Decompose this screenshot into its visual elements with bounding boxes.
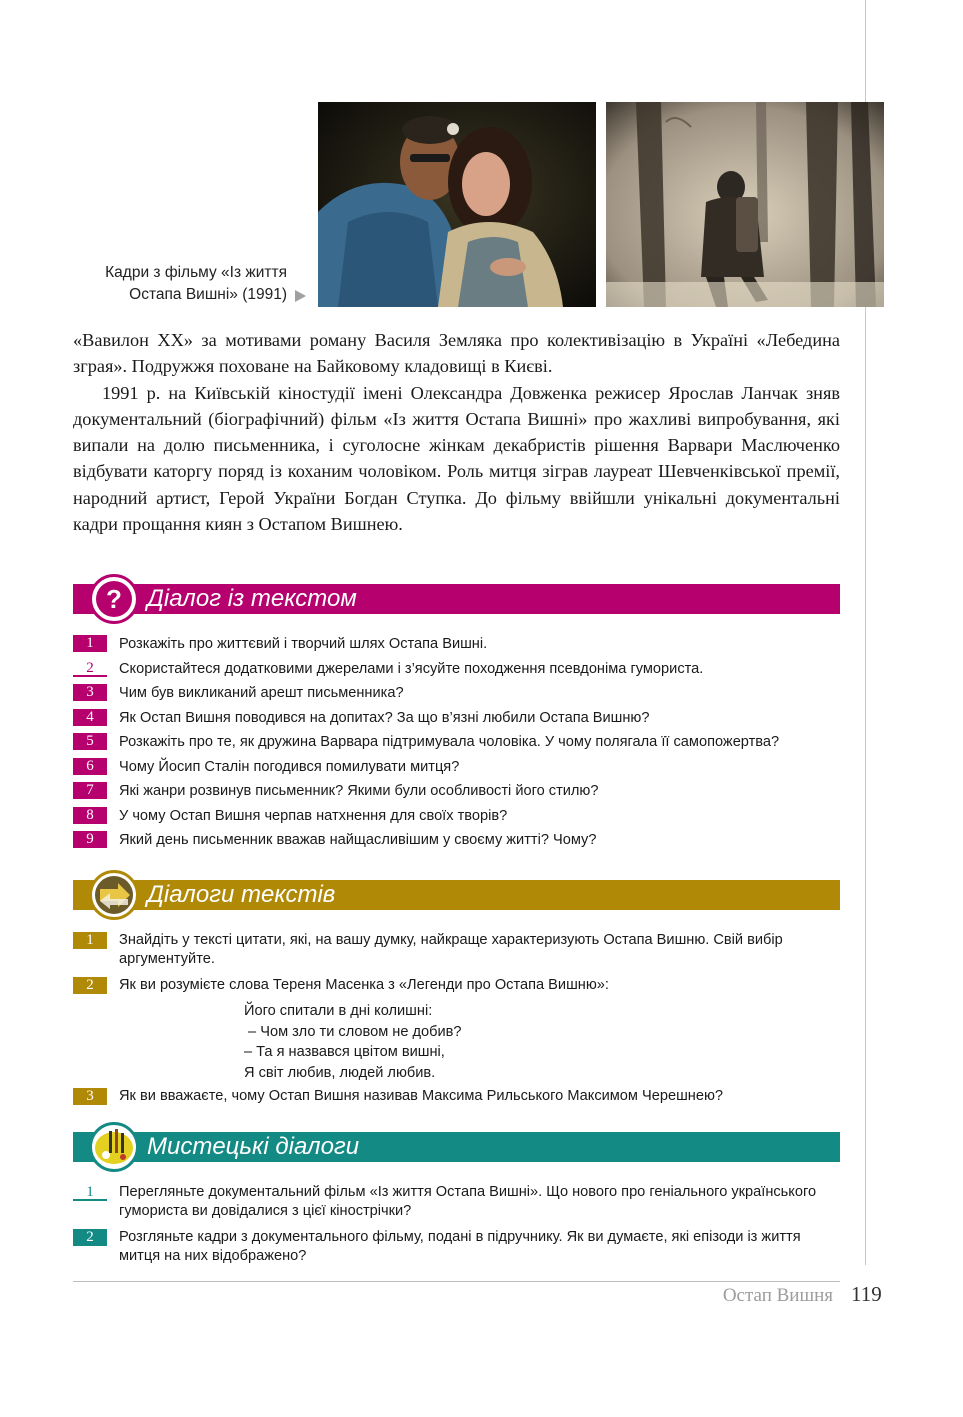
list-item bbox=[73, 830, 840, 855]
list-item bbox=[73, 806, 840, 831]
list-item bbox=[73, 757, 840, 782]
item-number: 3 bbox=[73, 684, 107, 701]
item-number: 2 bbox=[73, 977, 107, 994]
poem-quote bbox=[244, 1001, 462, 1083]
poem-line: Його спитали в дні колишні: bbox=[244, 1003, 433, 1019]
list-item bbox=[73, 732, 840, 757]
poem-line: Я світ любив, людей любив. bbox=[244, 1064, 436, 1081]
section-header-dialog-text bbox=[73, 584, 840, 614]
item-number: 1 bbox=[73, 932, 107, 949]
item-number: 6 bbox=[73, 758, 107, 775]
film-still-couple bbox=[318, 102, 596, 307]
item-text: Як ви розумієте слова Тереня Масенка з «Легенди про Остапа Вишню»: bbox=[119, 977, 609, 993]
item-number: 5 bbox=[73, 733, 107, 750]
question-icon bbox=[89, 574, 139, 624]
caption-line-2: Остапа Вишні» (1991) bbox=[129, 286, 287, 303]
list-item bbox=[73, 1183, 840, 1228]
footer-divider bbox=[73, 1281, 840, 1282]
poem-line: – Та я назвався цвітом вишні, bbox=[244, 1044, 445, 1060]
item-number: 4 bbox=[73, 709, 107, 726]
item-number: 3 bbox=[73, 1088, 107, 1105]
caption-arrow-icon bbox=[295, 290, 306, 302]
item-text: Чому Йосип Сталін погодився помилувати митця? bbox=[119, 758, 460, 775]
list-item bbox=[73, 931, 840, 976]
section-header-art-dialogs bbox=[73, 1132, 840, 1162]
item-number: 1 bbox=[73, 635, 107, 652]
item-text: Як ви вважаєте, чому Остап Вишня називав Максима Рильського Максимом Черешнею? bbox=[119, 1088, 724, 1104]
question-list-3 bbox=[73, 1183, 840, 1266]
item-text: Чим був викликаний арешт письменника? bbox=[119, 685, 404, 701]
svg-text:?: ? bbox=[106, 584, 122, 614]
section-title: Діалоги текстів bbox=[147, 881, 336, 908]
poem-line: – Чом зло ти словом не добив? bbox=[244, 1023, 462, 1040]
list-item bbox=[73, 708, 840, 733]
item-number: 2 bbox=[73, 1229, 107, 1246]
film-still-forest bbox=[606, 102, 884, 307]
item-text: Перегляньте документальний фільм «Із життя Остапа Вишні». Що нового про геніального українського гумориста ви довідалися з цієї кінострічки? bbox=[119, 1184, 817, 1219]
main-text bbox=[73, 327, 840, 537]
list-item bbox=[73, 659, 840, 684]
item-text: Розкажіть про життєвий і творчий шлях Остапа Вишні. bbox=[119, 636, 488, 652]
item-text: Як Остап Вишня поводився на допитах? За що в’язні любили Остапа Вишню? bbox=[119, 709, 650, 726]
item-text: Розгляньте кадри з документального фільму, подані в підручнику. Як ви думаєте, які епізоди із життя митця на них відображено? bbox=[119, 1229, 801, 1264]
item-text: Скористайтеся додатковими джерелами і з’ясуйте походження псевдоніма гумориста. bbox=[119, 660, 704, 677]
item-number: 2 bbox=[73, 660, 107, 677]
section-header-dialogs-texts bbox=[73, 880, 840, 910]
arrows-icon bbox=[89, 870, 139, 920]
list-item bbox=[73, 1228, 840, 1266]
paragraph-2: 1991 р. на Київській кіностудії імені Олександра Довженка режисер Ярослав Ланчак зняв документальний (біографічний) фільм «Із життя Остапа Вишні» про жахливі випробування, які випали на долю письменника, і суголосне жінкам декабристів рішення Варвари Маслюченко відбувати каторгу поряд із коханим чоловіком. Роль митця зіграв лауреат Шевченківської премії, народний артист, Герой України Богдан Ступка. До фільму ввійшли унікальні документальні кадри прощання киян з Остапом Вишнею. bbox=[73, 382, 840, 535]
caption-line-1: Кадри з фільму «Із життя bbox=[105, 264, 287, 281]
item-text: Який день письменник вважав найщасливішим у своєму житті? Чому? bbox=[119, 832, 597, 848]
item-number: 1 bbox=[73, 1184, 107, 1201]
section-title: Діалог із текстом bbox=[147, 585, 357, 612]
paragraph-1: «Вавилон ХХ» за мотивами роману Василя Земляка про колективізацію в Україні «Лебедина зграя». Подружжя поховане на Байковому кладовищі в Києві. bbox=[73, 330, 840, 377]
item-text: Розкажіть про те, як дружина Варвара підтримувала чоловіка. У чому полягала її самопожертва? bbox=[119, 734, 780, 750]
list-item bbox=[73, 683, 840, 708]
item-text: Які жанри розвинув письменник? Якими були особливості його стилю? bbox=[119, 783, 599, 799]
section-title: Мистецькі діалоги bbox=[147, 1133, 360, 1160]
item-number: 8 bbox=[73, 807, 107, 824]
palette-icon bbox=[89, 1122, 139, 1172]
photo-caption bbox=[105, 262, 287, 306]
question-list-1 bbox=[73, 634, 840, 855]
running-title: Остап Вишня bbox=[722, 1285, 833, 1306]
list-item bbox=[73, 781, 840, 806]
item-text: У чому Остап Вишня черпав натхнення для своїх творів? bbox=[119, 807, 508, 824]
list-item bbox=[73, 634, 840, 659]
item-number: 9 bbox=[73, 831, 107, 848]
item-text: Знайдіть у тексті цитати, які, на вашу думку, найкраще характеризують Остапа Вишню. Свій вибір аргументуйте. bbox=[119, 932, 783, 967]
page-number: 119 bbox=[851, 1282, 882, 1306]
list-item bbox=[73, 1087, 840, 1106]
item-number: 7 bbox=[73, 782, 107, 799]
